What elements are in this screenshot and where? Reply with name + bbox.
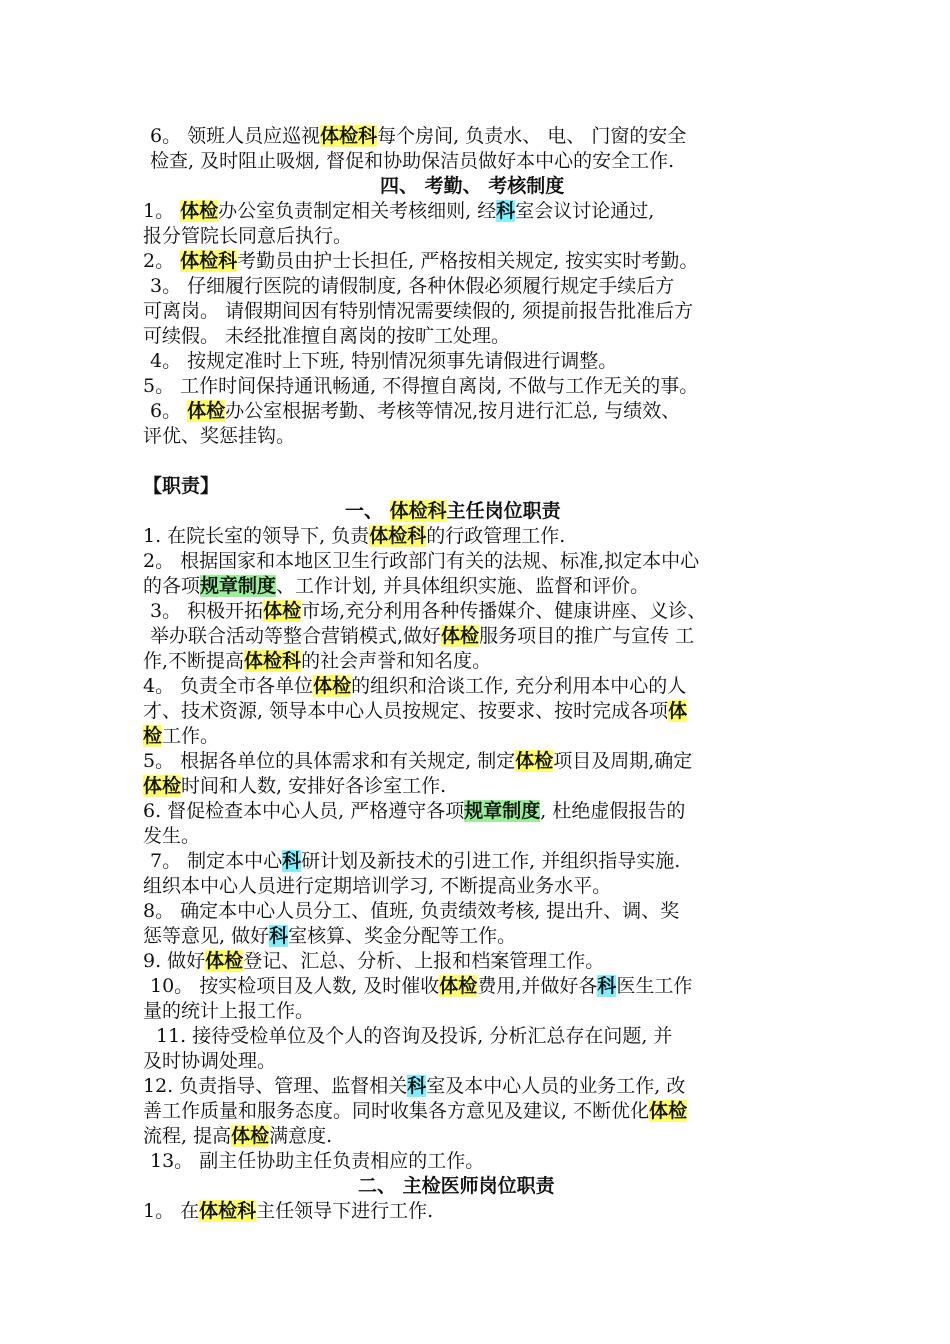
- highlight-cyan: 科: [496, 200, 516, 222]
- text-segment: 研计划及新技术的引进工作, 并组织指导实施.: [301, 850, 681, 872]
- text-segment: 9. 做好: [143, 950, 206, 972]
- text-segment: 2。 根据国家和本地区卫生行政部门有关的法规、标准,拟定本中心: [143, 550, 700, 572]
- text-segment: 【职责】: [143, 475, 220, 497]
- paragraph-line: [150, 124, 950, 148]
- text-segment: 2。: [143, 250, 181, 272]
- paragraph-line: [143, 549, 950, 573]
- highlight-yellow: 体检: [231, 1125, 270, 1147]
- text-segment: 费用,并做好各: [477, 975, 598, 997]
- highlight-green: 规章制度: [200, 575, 277, 597]
- text-segment: 满意度.: [269, 1125, 333, 1147]
- paragraph-line: [143, 649, 950, 673]
- highlight-yellow: 体检: [263, 600, 302, 622]
- paragraph-line: [150, 624, 950, 648]
- text-segment: 组织本中心人员进行定期培训学习, 不断提高业务水平。: [143, 875, 612, 897]
- text-segment: 11. 接待受检单位及个人的咨询及投诉, 分析汇总存在问题, 并: [156, 1025, 673, 1047]
- text-segment: 工作。: [162, 725, 220, 747]
- text-segment: 6. 督促检查本中心人员, 严格遵守各项: [143, 800, 465, 822]
- text-segment: 13。 副主任协助主任负责相应的工作。: [150, 1150, 485, 1172]
- paragraph-line: [150, 274, 950, 298]
- text-segment: 才、技术资源, 领导本中心人员按规定、按要求、按时完成各项: [143, 700, 669, 722]
- text-segment: 可续假。 未经批准擅自离岗的按旷工处理。: [143, 325, 511, 347]
- text-segment: 的行政管理工作.: [426, 525, 566, 547]
- paragraph-line: [143, 1099, 950, 1123]
- paragraph-line: [143, 524, 950, 548]
- highlight-yellow: 体: [668, 700, 688, 722]
- text-segment: 6。: [150, 400, 188, 422]
- text-segment: 办公室负责制定相关考核细则, 经: [218, 200, 497, 222]
- text-segment: 举办联合活动等整合营销模式,做好: [150, 625, 442, 647]
- paragraph-line: [143, 249, 950, 273]
- highlight-yellow: 体检: [313, 675, 352, 697]
- text-segment: 7。 制定本中心: [150, 850, 283, 872]
- text-segment: 二、 主检医师岗位职责: [358, 1175, 555, 1197]
- paragraph-line: [143, 1199, 950, 1223]
- paragraph-line: [143, 774, 950, 798]
- paragraph-line: [143, 699, 950, 723]
- paragraph-line: [150, 1149, 950, 1173]
- text-segment: 量的统计上报工作。: [143, 1000, 315, 1022]
- paragraph-line: [143, 424, 950, 448]
- highlight-yellow: 体检科: [389, 500, 447, 522]
- text-segment: 4。 负责全市各单位: [143, 675, 314, 697]
- section-heading: [380, 174, 950, 198]
- text-segment: 10。 按实检项目及人数, 及时催收: [150, 975, 440, 997]
- text-segment: 室及本中心人员的业务工作, 改: [426, 1075, 686, 1097]
- paragraph-line: [150, 399, 950, 423]
- highlight-yellow: 体检: [205, 950, 244, 972]
- paragraph-line: [156, 1024, 950, 1048]
- paragraph-line: [143, 724, 950, 748]
- paragraph-line: [143, 1074, 950, 1098]
- text-segment: 一、: [345, 500, 390, 522]
- highlight-yellow: 体检科: [244, 650, 302, 672]
- text-segment: 可离岗。 请假期间因有特别情况需要续假的, 须提前报告批准后方: [143, 300, 694, 322]
- text-segment: 每个房间, 负责水、 电、 门窗的安全: [377, 125, 687, 147]
- highlight-cyan: 科: [282, 850, 302, 872]
- paragraph-line: [150, 599, 950, 623]
- text-segment: 善工作质量和服务态度。同时收集各方意见及建议, 不断优化: [143, 1100, 650, 1122]
- text-segment: 、工作计划, 并具体组织实施、监督和评价。: [276, 575, 650, 597]
- highlight-yellow: 体检科: [369, 525, 427, 547]
- text-segment: 办公室根据考勤、考核等情况,按月进行汇总, 与绩效、: [225, 400, 681, 422]
- paragraph-line: [143, 949, 950, 973]
- paragraph-line: [143, 999, 950, 1023]
- highlight-yellow: 检: [143, 725, 163, 747]
- text-segment: 5。 根据各单位的具体需求和有关规定, 制定: [143, 750, 516, 772]
- text-segment: 医生工作: [616, 975, 693, 997]
- paragraph-line: [143, 1049, 950, 1073]
- highlight-cyan: 科: [597, 975, 617, 997]
- paragraph-line: [143, 224, 950, 248]
- text-segment: 的社会声誉和知名度。: [301, 650, 492, 672]
- text-segment: 室核算、奖金分配等工作。: [288, 925, 517, 947]
- highlight-yellow: 体检: [441, 625, 480, 647]
- paragraph-line: [150, 349, 950, 373]
- text-segment: 的组织和洽谈工作, 充分利用本中心的人: [351, 675, 687, 697]
- text-segment: 市场,充分利用各种传播媒介、健康讲座、义诊、: [301, 600, 707, 622]
- text-segment: 1。: [143, 200, 181, 222]
- paragraph-line: [143, 1124, 950, 1148]
- text-segment: 8。 确定本中心人员分工、值班, 负责绩效考核, 提出升、调、奖: [143, 900, 680, 922]
- text-segment: 报分管院长同意后执行。: [143, 225, 353, 247]
- text-segment: 评优、奖惩挂钩。: [143, 425, 296, 447]
- text-segment: 登记、汇总、分析、上报和档案管理工作。: [243, 950, 605, 972]
- text-segment: 主任岗位职责: [446, 500, 561, 522]
- paragraph-line: [143, 374, 950, 398]
- text-segment: 作,不断提高: [143, 650, 245, 672]
- text-segment: 考勤员由护士长担任, 严格按相关规定, 按实实时考勤。: [237, 250, 699, 272]
- text-segment: 惩等意见, 做好: [143, 925, 270, 947]
- text-segment: 流程, 提高: [143, 1125, 232, 1147]
- paragraph-line: [143, 824, 950, 848]
- text-segment: 发生。: [143, 825, 201, 847]
- highlight-yellow: 体检: [180, 200, 219, 222]
- text-segment: 5。 工作时间保持通讯畅通, 不得擅自离岗, 不做与工作无关的事。: [143, 375, 699, 397]
- paragraph-line: [143, 674, 950, 698]
- paragraph-line: [143, 299, 950, 323]
- highlight-yellow: 体检: [143, 775, 182, 797]
- text-segment: 1. 在院长室的领导下, 负责: [143, 525, 370, 547]
- paragraph-line: [150, 149, 950, 173]
- text-segment: 四、 考勤、 考核制度: [380, 175, 565, 197]
- text-segment: 的各项: [143, 575, 201, 597]
- text-segment: 1。 在: [143, 1200, 200, 1222]
- text-segment: 检查, 及时阻止吸烟, 督促和协助保洁员做好本中心的安全工作.: [150, 150, 675, 172]
- paragraph-line: [143, 749, 950, 773]
- highlight-yellow: 体检: [515, 750, 554, 772]
- text-segment: 及时协调处理。: [143, 1050, 277, 1072]
- paragraph-line: [143, 199, 950, 223]
- text-segment: 3。 仔细履行医院的请假制度, 各种休假必须履行规定手续后方: [150, 275, 675, 297]
- section-label: [143, 474, 950, 498]
- paragraph-line: [143, 574, 950, 598]
- highlight-green: 规章制度: [464, 800, 541, 822]
- text-segment: 4。 按规定准时上下班, 特别情况须事先请假进行调整。: [150, 350, 618, 372]
- text-segment: 时间和人数, 安排好各诊室工作.: [181, 775, 447, 797]
- text-segment: 主任领导下进行工作.: [256, 1200, 434, 1222]
- text-segment: 服务项目的推广与宣传 工: [479, 625, 695, 647]
- highlight-yellow: 体检科: [199, 1200, 257, 1222]
- text-segment: 6。 领班人员应巡视: [150, 125, 321, 147]
- section-heading: [345, 499, 950, 523]
- text-segment: 3。 积极开拓: [150, 600, 264, 622]
- paragraph-line: [143, 924, 950, 948]
- text-segment: , 杜绝虚假报告的: [540, 800, 686, 822]
- paragraph-line: [143, 799, 950, 823]
- section-heading: [358, 1174, 950, 1198]
- paragraph-line: [143, 899, 950, 923]
- highlight-yellow: 体检: [187, 400, 226, 422]
- paragraph-line: [143, 324, 950, 348]
- text-segment: 项目及周期,确定: [553, 750, 693, 772]
- paragraph-line: [150, 849, 950, 873]
- highlight-yellow: 体检: [439, 975, 478, 997]
- paragraph-line: [143, 874, 950, 898]
- highlight-cyan: 科: [407, 1075, 427, 1097]
- text-segment: 室会议讨论通过,: [515, 200, 655, 222]
- paragraph-line: [150, 974, 950, 998]
- highlight-yellow: 体检科: [320, 125, 378, 147]
- text-segment: 12. 负责指导、管理、监督相关: [143, 1075, 408, 1097]
- highlight-yellow: 体检科: [180, 250, 238, 272]
- highlight-cyan: 科: [269, 925, 289, 947]
- highlight-yellow: 体检: [649, 1100, 688, 1122]
